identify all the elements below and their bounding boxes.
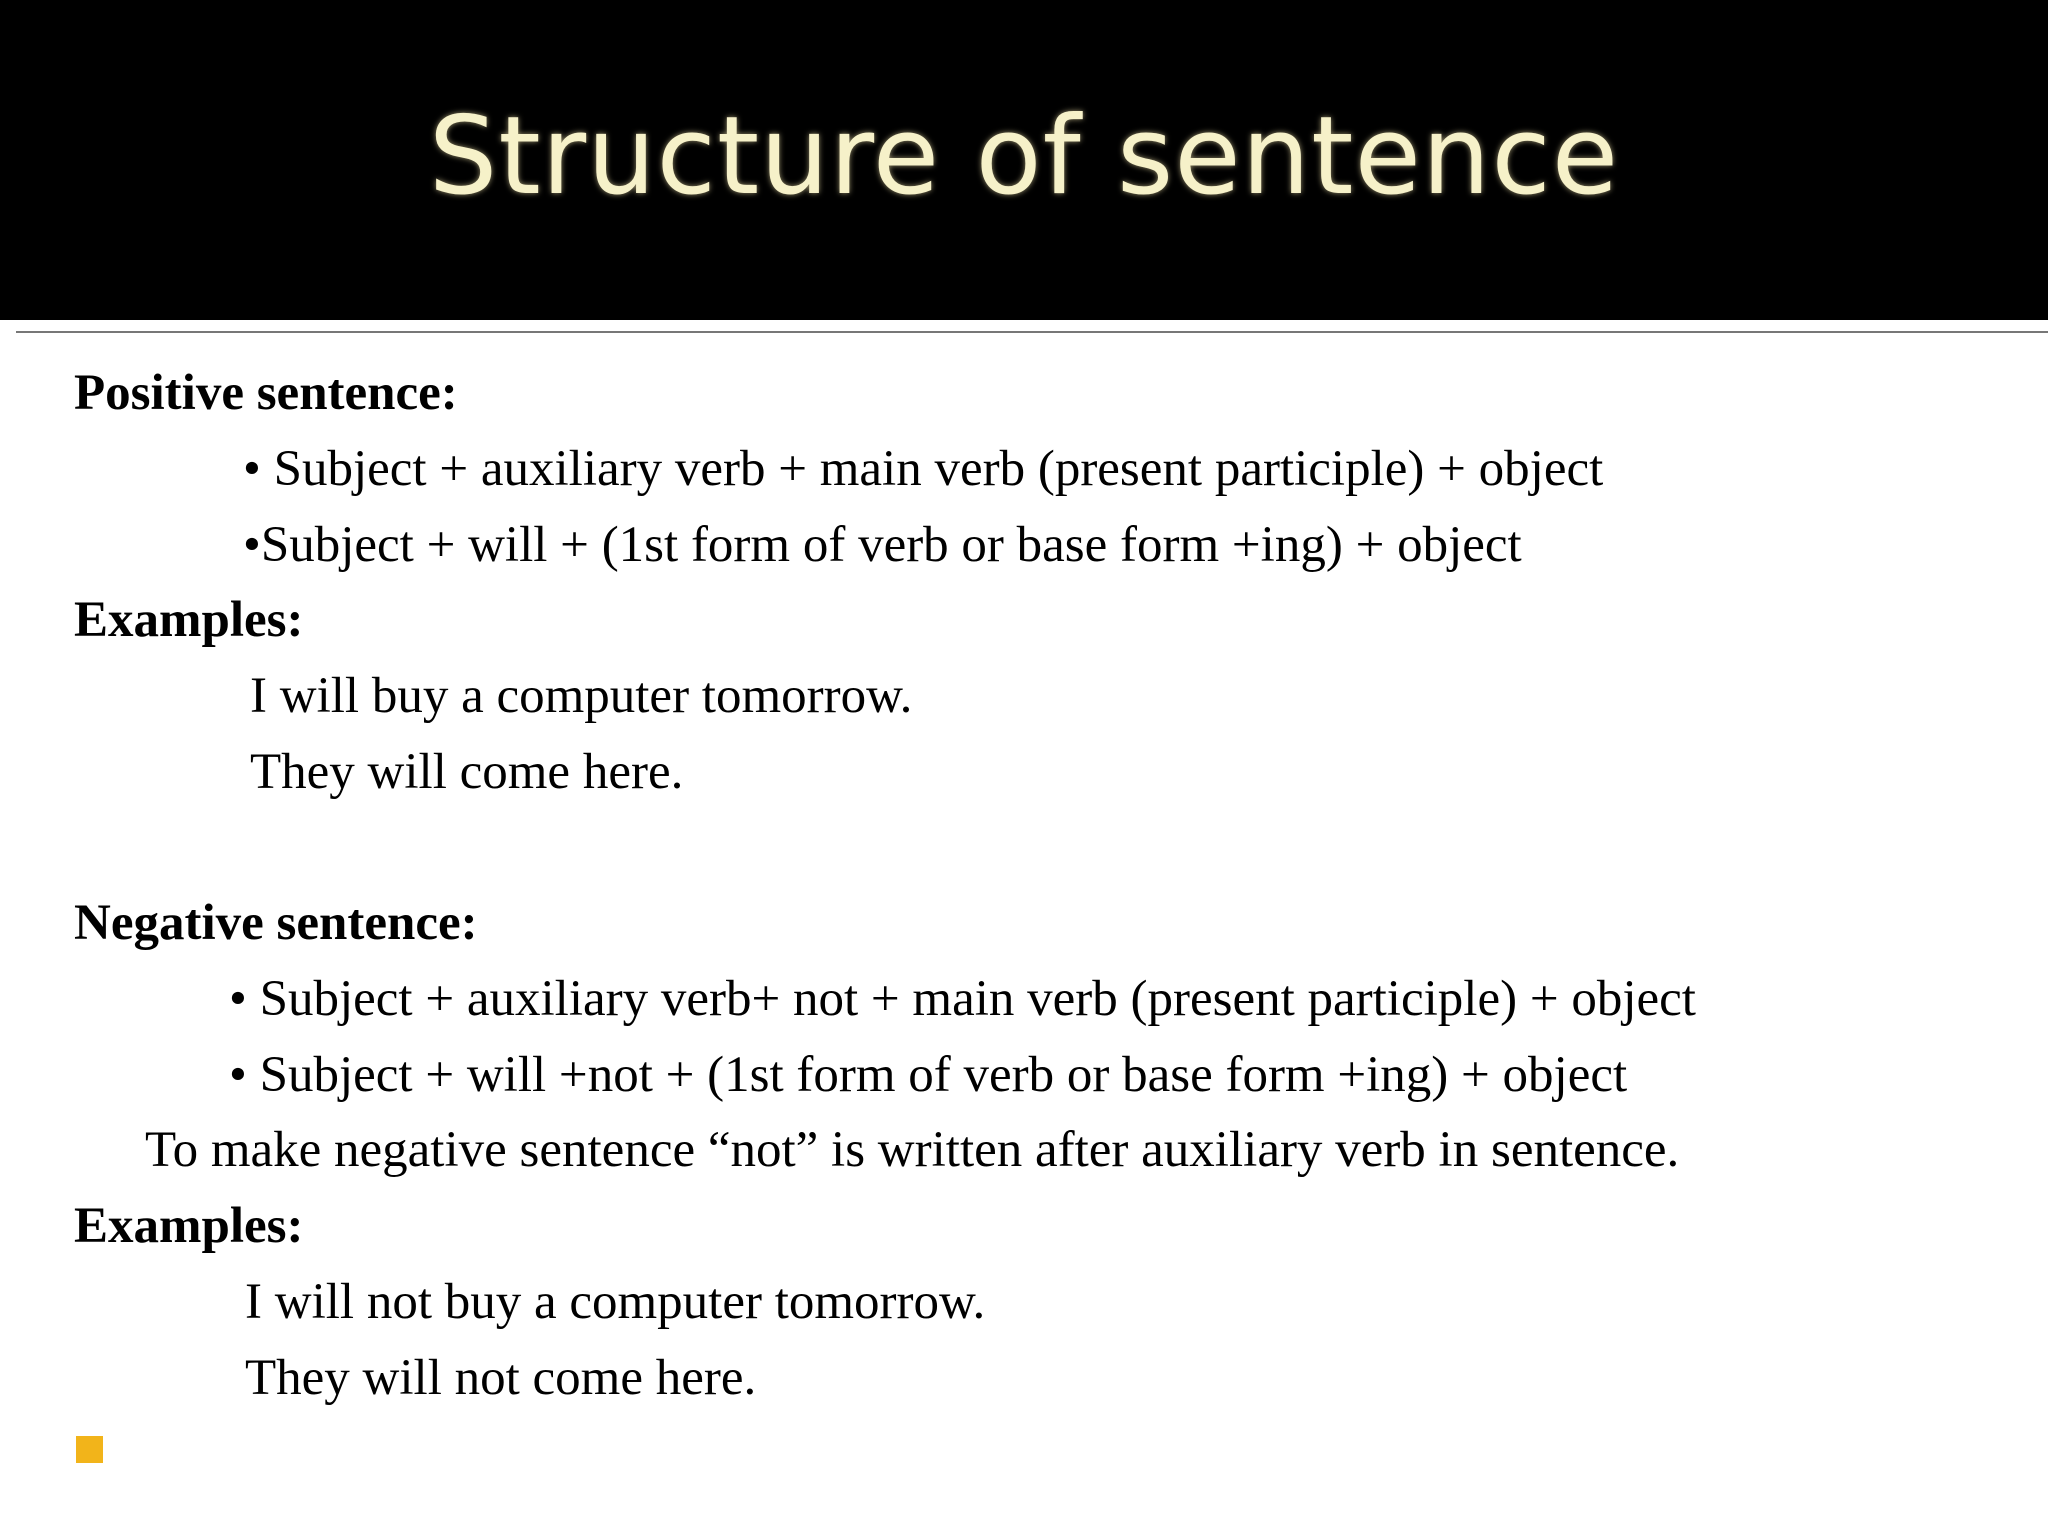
negative-rule-2: • Subject + will +not + (1st form of verb or base form +ing) + object [229, 1047, 1628, 1103]
title-divider [16, 331, 2048, 333]
positive-example-2: They will come here. [250, 744, 684, 800]
positive-rule-1: • Subject + auxiliary verb + main verb (present participle) + object [243, 441, 1604, 497]
positive-heading: Positive sentence: [74, 365, 458, 421]
negative-rule-1: • Subject + auxiliary verb+ not + main verb (present participle) + object [229, 971, 1696, 1027]
positive-examples-heading: Examples: [74, 592, 304, 648]
positive-rule-2: •Subject + will + (1st form of verb or base form +ing) + object [243, 517, 1522, 573]
empty-bullet-square [76, 1436, 103, 1463]
positive-example-1: I will buy a computer tomorrow. [250, 668, 913, 724]
negative-heading: Negative sentence: [74, 895, 478, 951]
negative-note: To make negative sentence “not” is written after auxiliary verb in sentence. [145, 1122, 1680, 1178]
negative-examples-heading: Examples: [74, 1198, 304, 1254]
negative-example-2: They will not come here. [245, 1350, 757, 1406]
slide-title: Structure of sentence [428, 94, 1620, 219]
negative-example-1: I will not buy a computer tomorrow. [245, 1274, 986, 1330]
title-bar [0, 0, 2048, 320]
